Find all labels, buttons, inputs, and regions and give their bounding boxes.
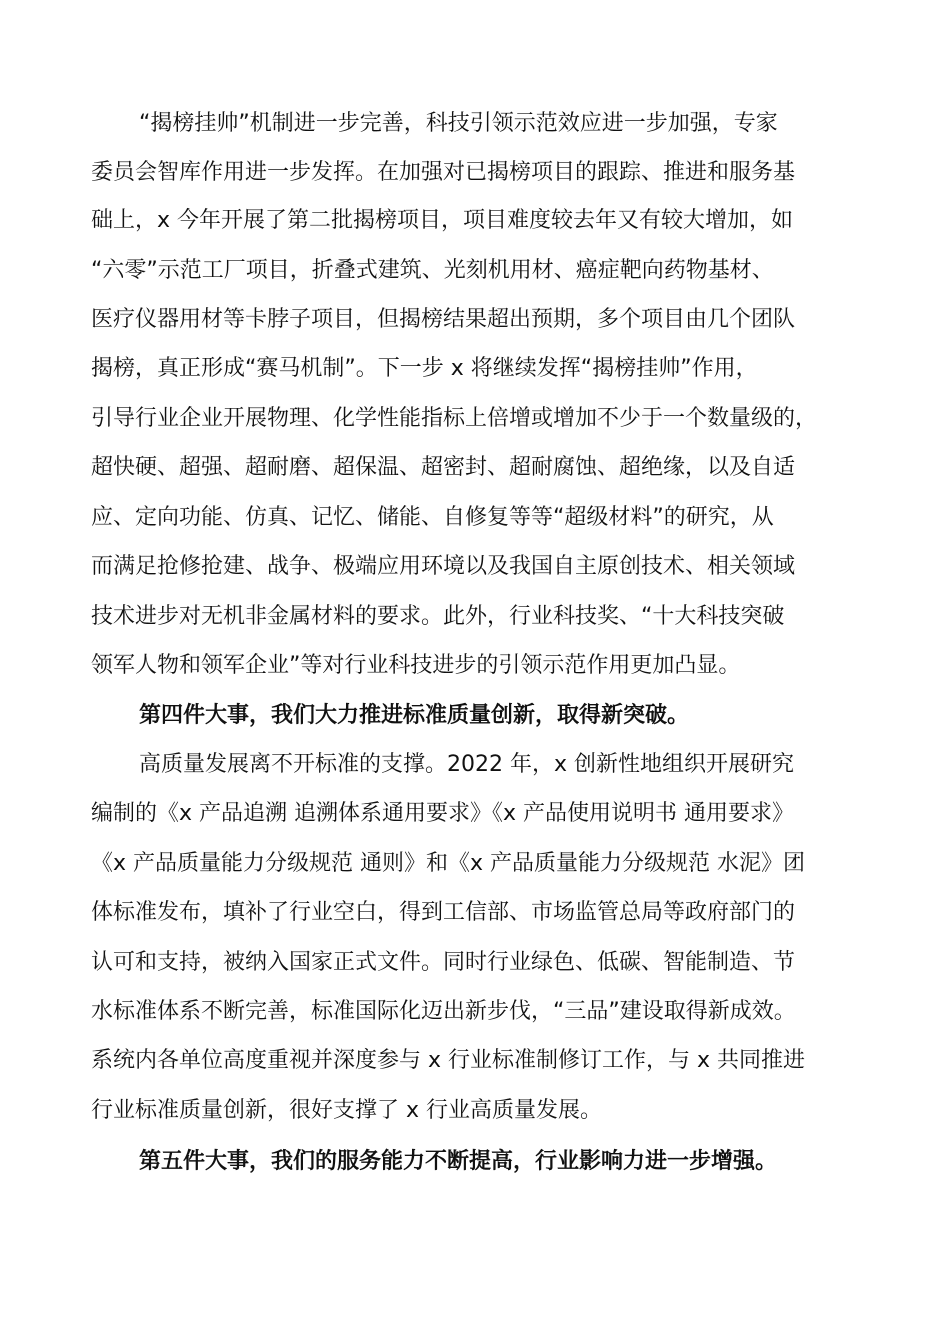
paragraph-line: 技术进步对无机非金属材料的要求。此外，行业科技奖、“十大科技突破 — [91, 604, 785, 629]
paragraph-line: “六零”示范工厂项目，折叠式建筑、光刻机用材、癌症靶向药物基材、 — [91, 258, 774, 283]
paragraph-line: 编制的《x 产品追溯 追溯体系通用要求》《x 产品使用说明书 通用要求》 — [91, 801, 795, 826]
section-heading-5: 第五件大事，我们的服务能力不断提高，行业影响力进一步增强。 — [139, 1149, 778, 1174]
paragraph-line: 《x 产品质量能力分级规范 通则》和《x 产品质量能力分级规范 水泥》团 — [91, 851, 806, 876]
paragraph-line: 引导行业企业开展物理、化学性能指标上倍增或增加不少于一个数量级的， — [91, 406, 818, 431]
paragraph-line: 高质量发展离不开标准的支撑。2022 年，x 创新性地组织开展研究 — [139, 752, 794, 777]
paragraph-line: 医疗仪器用材等卡脖子项目，但揭榜结果超出预期，多个项目由几个团队 — [91, 307, 796, 332]
paragraph-line: 认可和支持，被纳入国家正式文件。同时行业绿色、低碳、智能制造、节 — [91, 950, 796, 975]
paragraph-line: 体标准发布，填补了行业空白，得到工信部、市场监管总局等政府部门的 — [91, 900, 796, 925]
paragraph-line: “揭榜挂帅”机制进一步完善，科技引领示范效应进一步加强，专家 — [139, 111, 778, 136]
paragraph-line: 系统内各单位高度重视并深度参与 x 行业标准制修订工作，与 x 共同推进 — [91, 1048, 806, 1073]
paragraph-line: 水标准体系不断完善，标准国际化迈出新步伐，“三品”建设取得新成效。 — [91, 999, 796, 1024]
paragraph-line: 础上，x 今年开展了第二批揭榜项目，项目难度较去年又有较大增加，如 — [91, 208, 794, 233]
paragraph-line: 揭榜，真正形成“赛马机制”。下一步 x 将继续发挥“揭榜挂帅”作用， — [91, 356, 758, 381]
paragraph-line: 而满足抢修抢建、战争、极端应用环境以及我国自主原创技术、相关领域 — [91, 554, 796, 579]
paragraph-line: 委员会智库作用进一步发挥。在加强对已揭榜项目的跟踪、推进和服务基 — [91, 160, 796, 185]
paragraph-line: 应、定向功能、仿真、记忆、储能、自修复等等“超级材料”的研究，从 — [91, 505, 774, 530]
section-heading-4: 第四件大事，我们大力推进标准质量创新，取得新突破。 — [139, 703, 690, 728]
paragraph-line: 超快硬、超强、超耐磨、超保温、超密封、超耐腐蚀、超绝缘，以及自适 — [91, 455, 796, 480]
paragraph-line: 行业标准质量创新，很好支撑了 x 行业高质量发展。 — [91, 1098, 603, 1123]
paragraph-line: 领军人物和领军企业”等对行业科技进步的引领示范作用更加凸显。 — [91, 653, 741, 678]
